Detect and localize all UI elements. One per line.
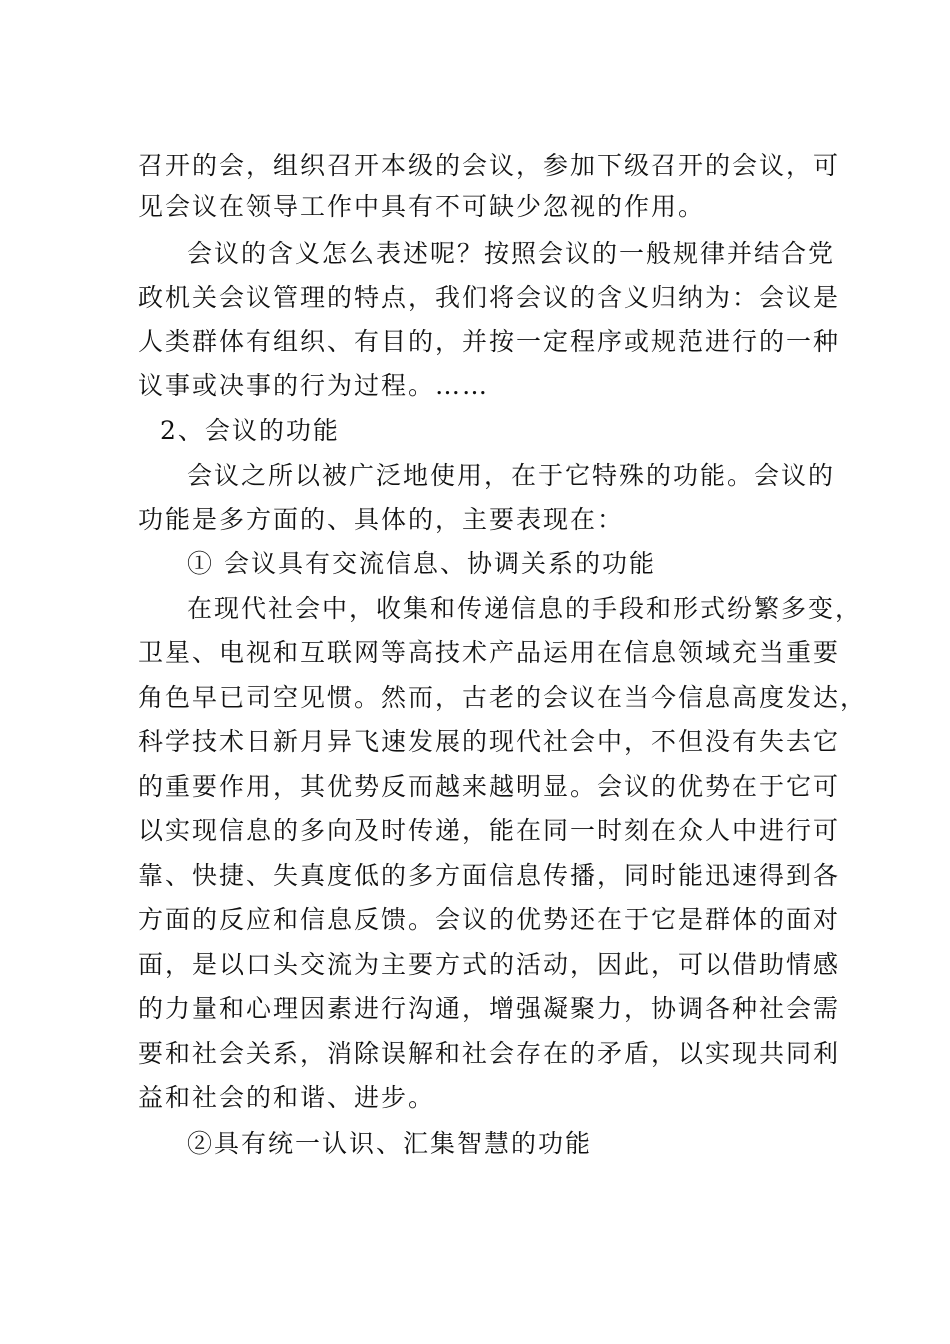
subsection-heading: ②具有统一认识、汇集智慧的功能 xyxy=(187,1129,593,1158)
paragraph-line: 面，是以口头交流为主要方式的活动，因此，可以借助情感 xyxy=(138,950,841,979)
section-heading: 2、会议的功能 xyxy=(160,416,340,445)
paragraph-line: 政机关会议管理的特点，我们将会议的含义归纳为：会议是 xyxy=(138,283,841,312)
paragraph-line: 以实现信息的多向及时传递，能在同一时刻在众人中进行可 xyxy=(138,816,841,845)
subsection-heading: ① 会议具有交流信息、协调关系的功能 xyxy=(187,549,656,578)
paragraph-line: 益和社会的和谐、进步。 xyxy=(138,1083,436,1112)
paragraph-line: 召开的会，组织召开本级的会议，参加下级召开的会议，可 xyxy=(138,151,841,180)
paragraph-line: 的力量和心理因素进行沟通，增强凝聚力，协调各种社会需 xyxy=(138,994,841,1023)
paragraph-line: 卫星、电视和互联网等高技术产品运用在信息领域充当重要 xyxy=(138,638,841,667)
paragraph-line: 靠、快捷、失真度低的多方面信息传播，同时能迅速得到各 xyxy=(138,861,841,890)
paragraph-line: 在现代社会中，收集和传递信息的手段和形式纷繁多变， xyxy=(187,594,863,623)
paragraph-line: 议事或决事的行为过程。…… xyxy=(138,371,490,400)
paragraph-line: 功能是多方面的、具体的，主要表现在： xyxy=(138,505,625,534)
paragraph-line: 的重要作用，其优势反而越来越明显。会议的优势在于它可 xyxy=(138,772,841,801)
paragraph-line: 见会议在领导工作中具有不可缺少忽视的作用。 xyxy=(138,192,706,221)
paragraph-line: 会议的含义怎么表述呢？按照会议的一般规律并结合党 xyxy=(187,239,836,268)
paragraph-line: 方面的反应和信息反馈。会议的优势还在于它是群体的面对 xyxy=(138,905,841,934)
paragraph-line: 人类群体有组织、有目的，并按一定程序或规范进行的一种 xyxy=(138,327,841,356)
paragraph-line: 角色早已司空见惯。然而，古老的会议在当今信息高度发达， xyxy=(138,683,868,712)
paragraph-line: 会议之所以被广泛地使用，在于它特殊的功能。会议的 xyxy=(187,461,836,490)
paragraph-line: 要和社会关系，消除误解和社会存在的矛盾，以实现共同利 xyxy=(138,1039,841,1068)
paragraph-line: 科学技术日新月异飞速发展的现代社会中，不但没有失去它 xyxy=(138,727,841,756)
